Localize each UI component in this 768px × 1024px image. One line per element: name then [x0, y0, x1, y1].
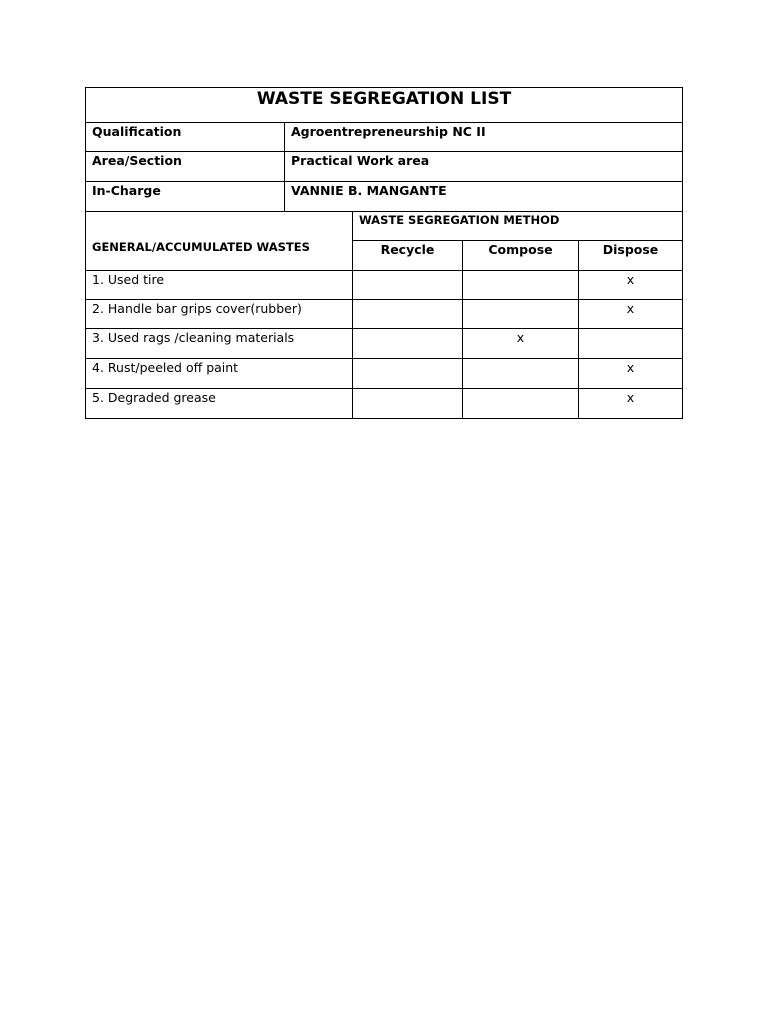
- waste-item-label: 2. Handle bar grips cover(rubber): [85, 299, 353, 329]
- waste-item-label: 4. Rust/peeled off paint: [85, 358, 353, 389]
- in-charge-value: VANNIE B. MANGANTE: [284, 181, 683, 212]
- compose-mark: [462, 270, 579, 300]
- method-group-header: WASTE SEGREGATION METHOD: [352, 211, 683, 241]
- area-section-label: Area/Section: [85, 151, 285, 182]
- compose-column-header: Compose: [462, 240, 579, 271]
- dispose-mark: x: [578, 358, 683, 389]
- waste-item-label: 3. Used rags /cleaning materials: [85, 328, 353, 359]
- dispose-mark: x: [578, 270, 683, 300]
- in-charge-label: In-Charge: [85, 181, 285, 212]
- recycle-mark: [352, 388, 463, 419]
- area-section-value: Practical Work area: [284, 151, 683, 182]
- recycle-column-header: Recycle: [352, 240, 463, 271]
- compose-mark: x: [462, 328, 579, 359]
- dispose-mark: x: [578, 299, 683, 329]
- dispose-mark: [578, 328, 683, 359]
- waste-segregation-form: [85, 87, 683, 419]
- compose-mark: [462, 299, 579, 329]
- compose-mark: [462, 358, 579, 389]
- recycle-mark: [352, 358, 463, 389]
- dispose-column-header: Dispose: [578, 240, 683, 271]
- compose-mark: [462, 388, 579, 419]
- waste-item-label: 1. Used tire: [85, 270, 353, 300]
- wastes-column-header: GENERAL/ACCUMULATED WASTES: [85, 211, 353, 271]
- qualification-label: Qualification: [85, 122, 285, 152]
- recycle-mark: [352, 270, 463, 300]
- waste-item-label: 5. Degraded grease: [85, 388, 353, 419]
- document-title: WASTE SEGREGATION LIST: [85, 87, 683, 123]
- recycle-mark: [352, 299, 463, 329]
- dispose-mark: x: [578, 388, 683, 419]
- recycle-mark: [352, 328, 463, 359]
- qualification-value: Agroentrepreneurship NC II: [284, 122, 683, 152]
